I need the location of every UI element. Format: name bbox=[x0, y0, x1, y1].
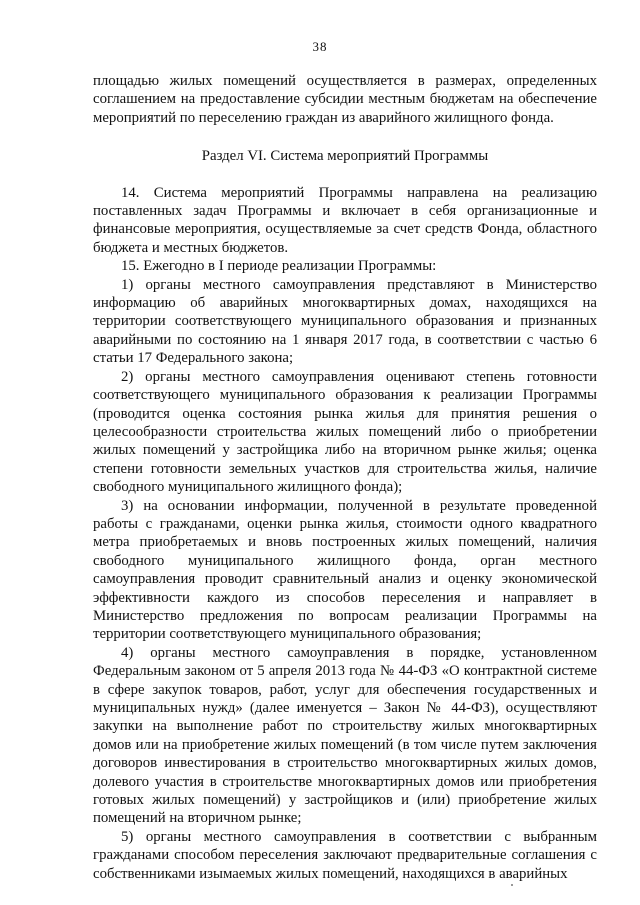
section-heading: Раздел VI. Система мероприятий Программы bbox=[201, 148, 489, 165]
page-number: 38 bbox=[312, 39, 328, 54]
paragraph-subitem-4: 4) органы местного самоуправления в порядке, установленном Федеральным законом от 5 апреля 2013 года № 44-ФЗ «О контрактной системе в сфере закупок товаров, работ, услуг для обеспечения государственных и муниципальных нужд» (далее именуется – Закон № 44-ФЗ), осуществляют закупки на выполнение работ по строительству жилых многоквартирных домов или на приобретение жилых помещений (в том числе путем заключения договоров инвестирования в строительство многоквартирных жилых домов, долевого участия в строительстве многоквартирных домов или приобретения готовых жилых помещений) у застройщиков и (или) приобретение жилых помещений на вторичном рынке; bbox=[93, 644, 597, 827]
paragraph-subitem-2: 2) органы местного самоуправления оценивают степень готовности соответствующего муниципального образования к реализации Программы (проводится оценка состояния рынка жилья для принятия решения о целесообразности строительства жилых помещений либо о приобретении жилых помещений у застройщика либо на вторичном рынке жилья; оценка степени готовности земельных участков для строительства жилья, наличие свободного муниципального жилищного фонда); bbox=[93, 368, 597, 496]
document-body bbox=[93, 72, 597, 883]
paragraph-item-15: 15. Ежегодно в I периоде реализации Программы: bbox=[121, 258, 437, 275]
scan-artifact bbox=[511, 884, 513, 886]
paragraph-subitem-5: 5) органы местного самоуправления в соответствии с выбранным гражданами способом переселения заключают предварительные соглашения с собственниками изымаемых жилых помещений, находящихся в аварийных bbox=[93, 828, 597, 882]
paragraph-item-14: 14. Система мероприятий Программы направлена на реализацию поставленных задач Программы и включает в себя организационные и финансовые мероприятия, осуществляемые за счет средств Фонда, областного бюджета и местных бюджетов. bbox=[93, 184, 597, 256]
paragraph-subitem-1: 1) органы местного самоуправления представляют в Министерство информацию об аварийных многоквартирных домах, находящихся на территории соответствующего муниципального образования и признанных аварийными по состоянию на 1 января 2017 года, в соответствии с частью 6 статьи 17 Федерального закона; bbox=[93, 276, 597, 367]
paragraph-continuation: площадью жилых помещений осуществляется в размерах, определенных соглашением на предоставление субсидии местным бюджетам на обеспечение мероприятий по переселению граждан из аварийного жилищного фонда. bbox=[93, 73, 597, 126]
paragraph-subitem-3: 3) на основании информации, полученной в результате проведенной работы с гражданами, оценки рынка жилья, стоимости одного квадратного метра приобретаемых и вновь построенных жилых помещений, наличия свободного муниципального жилищного фонда, орган местного самоуправления проводит сравнительный анализ и оценку экономической эффективности каждого из способов переселения и направляет в Министерство предложения по вопросам реализации Программы на территории соответствующего муниципального образования; bbox=[93, 497, 597, 643]
